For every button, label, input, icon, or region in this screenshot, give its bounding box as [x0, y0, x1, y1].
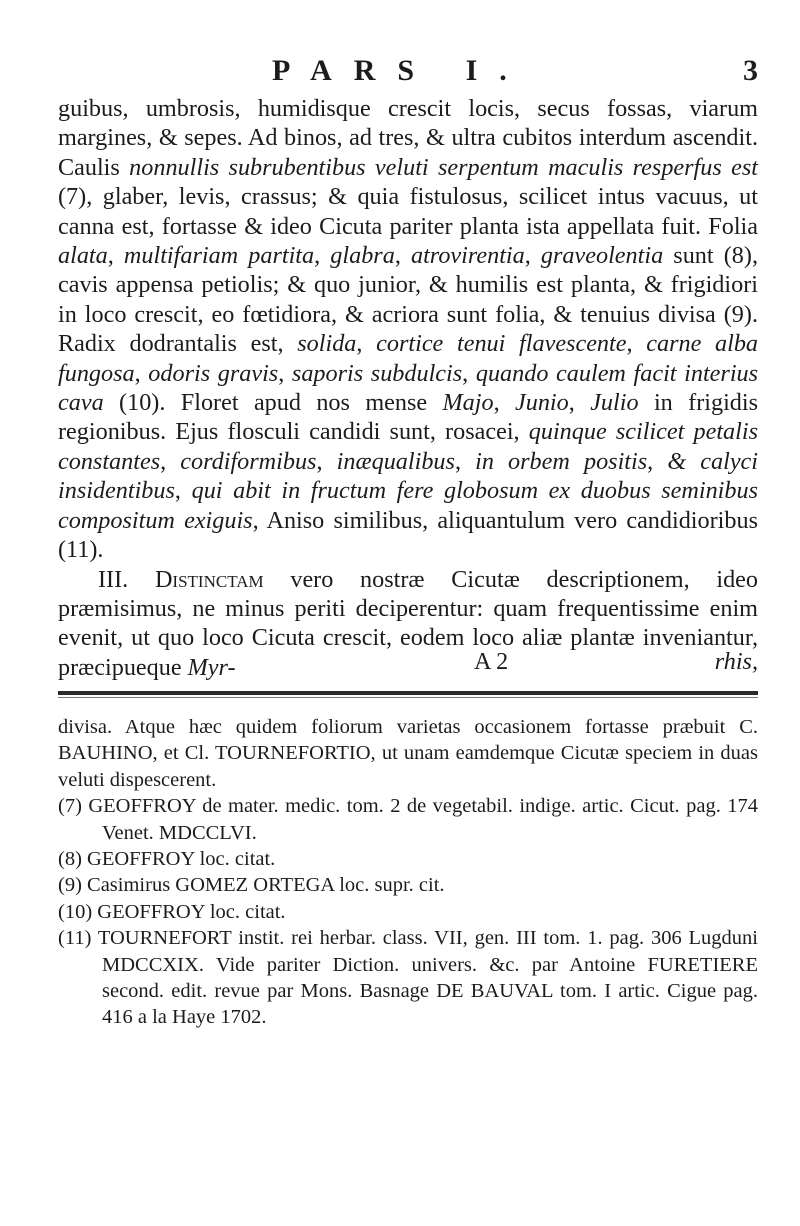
footnote-8: (8) GEOFFROY loc. citat. [58, 848, 276, 871]
section-lead-word: Distinctam [154, 565, 264, 593]
catchword: rhis, [714, 648, 758, 675]
paragraph-description: guibus, umbrosis, humidisque crescit locis, secus fossas, viarum margines, & sepes. Ad binos, ad tres, & ultra cubitos interdum ascendit. Caulis nonnullis subrubentibus veluti serpentum maculis resperfus est (7), glaber, levis, crassus; & quia fistulosus, scilicet intus vacuus, ut canna est, fortasse & ideo Cicuta pariter planta ista appellata fuit. Folia alata, multifariam partita, glabra, atrovirentia, graveolentia sunt (8), cavis appensa petiolis; & quo junior, & humilis est planta, & frigidiori in loco crescit, eo fœtidiora, & acriora sunt folia, & tenuius divisa (9). Radix dodrantalis est, solida, cortice tenui flavescente, carne alba fungosa, odoris gravis, saporis subdulcis, quando caulem facit interius cava (10). Floret apud nos mense Majo, Junio, Julio in frigidis regionibus. Ejus flosculi candidi sunt, rosacei, quinque scilicet petalis constantes, cordiformibus, inæqualibus, in orbem positis, & calyci insidentibus, qui abit in fructum fere globosum ex duobus seminibus compositum exiguis, Aniso similibus, aliquantulum vero candidioribus (11). [58, 95, 759, 564]
catchline [58, 648, 758, 678]
footnote-rule-thin [58, 697, 758, 698]
footnote-9: (9) Casimirus GOMEZ ORTEGA loc. supr. cit. [58, 874, 445, 897]
footnote-10: (10) GEOFFROY loc. citat. [58, 900, 286, 923]
footnote-rule [58, 691, 758, 695]
main-body-text [58, 94, 758, 682]
signature-mark: A 2 [474, 648, 509, 675]
page-number: 3 [743, 54, 758, 87]
running-head: PARS I. [272, 54, 529, 87]
paragraph-section-three: III. Distinctam vero nostræ Cicutæ descriptionem, ideo præmisimus, ne minus periti deciperentur: quam frequentissime enim evenit, ut quo loco Cicuta crescit, eodem loco aliæ plantæ inveniantur, præcipueque Myr- [58, 565, 759, 681]
footnotes [58, 714, 758, 1031]
footnote-7: (7) GEOFFROY de mater. medic. tom. 2 de vegetabil. indige. artic. Cicut. pag. 174 Venet. MDCCLVI. [58, 795, 758, 844]
footnote-11: (11) TOURNEFORT instit. rei herbar. class. VII, gen. III tom. 1. pag. 306 Lugduni MDCCXIX. Vide pariter Diction. univers. &c. par Antoine FURETIERE second. edit. revue par Mons. Basnage DE BAUVAL tom. I artic. Cigue pag. 416 a la Haye 1702. [58, 927, 758, 1029]
footnote-continuation: divisa. Atque hæc quidem foliorum varietas occasionem fortasse præbuit C. BAUHINO, et Cl. TOURNEFORTIO, ut unam eamdemque Cicutæ speciem in duas veluti dispescerent. [58, 716, 758, 791]
section-numeral: III. [98, 565, 129, 593]
